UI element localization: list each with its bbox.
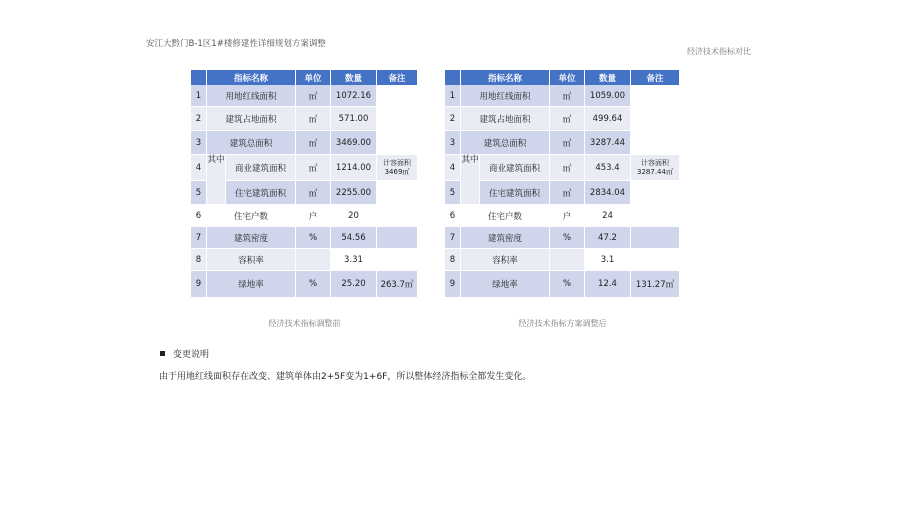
- row-no: 2: [445, 107, 461, 131]
- row-note: [377, 85, 418, 107]
- row-note: [631, 107, 680, 131]
- section-title: 经济技术指标对比: [687, 47, 751, 56]
- row-note: [377, 107, 418, 131]
- row-value: 25.20: [331, 271, 377, 298]
- table-row: [191, 107, 418, 131]
- row-unit: ㎡: [550, 107, 585, 131]
- table-row: [445, 227, 680, 249]
- col-header-name: 指标名称: [207, 70, 296, 85]
- row-note: [377, 205, 418, 227]
- row-note: 131.27㎡: [631, 271, 680, 298]
- bullet-icon: [160, 351, 165, 356]
- explanation-body: 由于用地红线面积存在改变、建筑单体由2+5F变为1+6F，所以整体经济指标全都发生变化。: [159, 372, 532, 382]
- page-title: 安江大黔门B-1区1#楼修建性详细规划方案调整: [146, 39, 326, 49]
- table-row: [191, 249, 418, 271]
- row-no: 6: [445, 205, 461, 227]
- row-unit: %: [550, 271, 585, 298]
- row-no: 3: [191, 131, 207, 155]
- row-note: [631, 205, 680, 227]
- row-unit: %: [550, 227, 585, 249]
- row-unit: ㎡: [296, 131, 331, 155]
- table-row: [191, 85, 418, 107]
- row-name: 绿地率: [207, 271, 296, 298]
- table-row: [191, 205, 418, 227]
- qizhong-label: 其中: [461, 155, 480, 205]
- row-name: 建筑占地面积: [207, 107, 296, 131]
- row-no: 9: [445, 271, 461, 298]
- row-unit: [296, 249, 331, 271]
- col-header-value: 数量: [585, 70, 631, 85]
- row-name: 建筑密度: [461, 227, 550, 249]
- row-no: 2: [191, 107, 207, 131]
- row-value: 1072.16: [331, 85, 377, 107]
- row-no: 1: [191, 85, 207, 107]
- row-name: 住宅户数: [207, 205, 296, 227]
- row-note: 263.7㎡: [377, 271, 418, 298]
- row-note: [377, 227, 418, 249]
- table-row: [445, 85, 680, 107]
- row-name: 容积率: [461, 249, 550, 271]
- table-before: [191, 70, 418, 298]
- row-unit: ㎡: [296, 85, 331, 107]
- row-unit: %: [296, 271, 331, 298]
- row-unit: 户: [296, 205, 331, 227]
- row-no: 3: [445, 131, 461, 155]
- row-value: 3.1: [585, 249, 631, 271]
- col-header-value: 数量: [331, 70, 377, 85]
- row-name: 建筑占地面积: [461, 107, 550, 131]
- row-value: 571.00: [331, 107, 377, 131]
- row-unit: ㎡: [296, 155, 331, 181]
- row-value: 54.56: [331, 227, 377, 249]
- table-after: [445, 70, 680, 298]
- row-name: 用地红线面积: [461, 85, 550, 107]
- row-no: 7: [445, 227, 461, 249]
- col-header-unit: 单位: [296, 70, 331, 85]
- row-note: [631, 181, 680, 205]
- table-row: [445, 181, 680, 205]
- row-unit: ㎡: [296, 107, 331, 131]
- explanation-heading-text: 变更说明: [173, 350, 210, 360]
- row-value: 24: [585, 205, 631, 227]
- col-header-note: 备注: [631, 70, 680, 85]
- caption-after: 经济技术指标方案调整后: [518, 319, 607, 328]
- row-name: 商业建筑面积: [480, 155, 550, 181]
- row-name: 住宅户数: [461, 205, 550, 227]
- table-row: [445, 107, 680, 131]
- row-name: 建筑总面积: [461, 131, 550, 155]
- row-name: 商业建筑面积: [226, 155, 296, 181]
- table-row: [445, 271, 680, 298]
- row-value: 2834.04: [585, 181, 631, 205]
- row-value: 3469.00: [331, 131, 377, 155]
- table-row: [445, 205, 680, 227]
- row-note: [377, 181, 418, 205]
- row-note: [631, 249, 680, 271]
- row-value: 12.4: [585, 271, 631, 298]
- row-no: 1: [445, 85, 461, 107]
- header-corner: [445, 70, 461, 85]
- row-no: 5: [445, 181, 461, 205]
- row-note: 计容面积3287.44㎡: [631, 155, 680, 181]
- row-name: 住宅建筑面积: [480, 181, 550, 205]
- row-no: 6: [191, 205, 207, 227]
- table-row: [191, 181, 418, 205]
- row-value: 2255.00: [331, 181, 377, 205]
- row-note: [631, 85, 680, 107]
- explanation-heading: [160, 347, 209, 360]
- row-value: 3287.44: [585, 131, 631, 155]
- row-note: [377, 131, 418, 155]
- row-value: 1214.00: [331, 155, 377, 181]
- row-no: 7: [191, 227, 207, 249]
- row-unit: 户: [550, 205, 585, 227]
- row-no: 8: [191, 249, 207, 271]
- row-no: 8: [445, 249, 461, 271]
- row-no: 5: [191, 181, 207, 205]
- row-note: [631, 131, 680, 155]
- row-no: 4: [445, 155, 461, 181]
- row-no: 9: [191, 271, 207, 298]
- caption-before: 经济技术指标调整前: [268, 319, 341, 328]
- row-unit: ㎡: [296, 181, 331, 205]
- col-header-name: 指标名称: [461, 70, 550, 85]
- table-row: [191, 271, 418, 298]
- row-unit: [550, 249, 585, 271]
- table-row: [445, 155, 680, 181]
- table-row: [445, 249, 680, 271]
- row-unit: ㎡: [550, 85, 585, 107]
- col-header-note: 备注: [377, 70, 418, 85]
- row-note: 计容面积3469㎡: [377, 155, 418, 181]
- row-unit: ㎡: [550, 181, 585, 205]
- row-unit: ㎡: [550, 155, 585, 181]
- row-name: 绿地率: [461, 271, 550, 298]
- table-row: [191, 227, 418, 249]
- row-name: 住宅建筑面积: [226, 181, 296, 205]
- table-row: [445, 131, 680, 155]
- row-value: 47.2: [585, 227, 631, 249]
- row-name: 容积率: [207, 249, 296, 271]
- table-row: [191, 155, 418, 181]
- row-value: 499.64: [585, 107, 631, 131]
- row-note: [631, 227, 680, 249]
- row-name: 建筑密度: [207, 227, 296, 249]
- row-name: 建筑总面积: [207, 131, 296, 155]
- row-no: 4: [191, 155, 207, 181]
- row-name: 用地红线面积: [207, 85, 296, 107]
- col-header-unit: 单位: [550, 70, 585, 85]
- row-note: [377, 249, 418, 271]
- row-value: 20: [331, 205, 377, 227]
- row-value: 1059.00: [585, 85, 631, 107]
- qizhong-label: 其中: [207, 155, 226, 205]
- row-value: 453.4: [585, 155, 631, 181]
- table-row: [191, 131, 418, 155]
- row-unit: %: [296, 227, 331, 249]
- header-corner: [191, 70, 207, 85]
- row-unit: ㎡: [550, 131, 585, 155]
- row-value: 3.31: [331, 249, 377, 271]
